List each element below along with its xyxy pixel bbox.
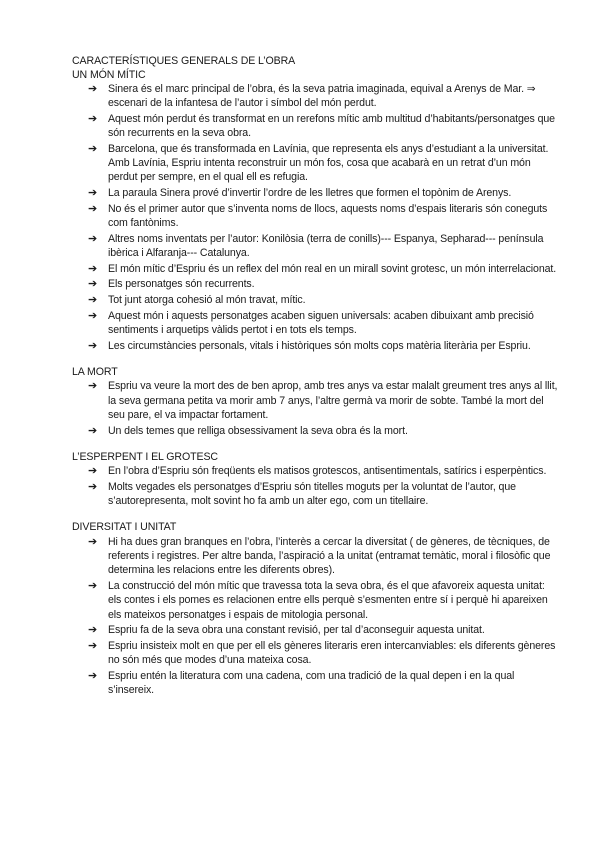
arrow-right-icon: ➔: [88, 424, 98, 437]
arrow-right-icon: ➔: [88, 262, 98, 275]
list-item: ➔ Barcelona, que és transformada en Lavínia, que representa els anys d’estudiant a la universitat. Amb Lavínia, Espriu intenta reconstruir un món fos, cosa que acabarà en un retrat d’un món perdut per sempre, en el qual ell es refugia.: [88, 143, 549, 184]
list-item: ➔ Aquest món perdut és transformat en un rerefons mític amb multitud d’habitants/personatges que són recurrents en la seva obra.: [88, 113, 555, 140]
section-un-mon-mitic: [72, 69, 560, 353]
list-item: ➔ El món mític d’Espriu és un reflex del món real en un mirall sovint grotesc, un món interrelacionat.: [88, 262, 557, 275]
section-diversitat-unitat: [72, 521, 560, 697]
bullet-list: [72, 82, 560, 353]
list-item: ➔ Sinera és el marc principal de l’obra, és la seva patria imaginada, equival a Arenys de Mar. ⇒ escenari de la infantesa de l’autor i símbol del món perdut.: [88, 83, 536, 110]
section-esperpent-grotesc: [72, 451, 560, 509]
document-title: CARACTERÍSTIQUES GENERALS DE L’OBRA: [72, 55, 296, 67]
list-item: ➔ Altres noms inventats per l’autor: Konilòsia (terra de conills)--- Espanya, Sepharad--- península ibèrica i Alfaranja--- Catalunya.: [88, 232, 544, 259]
section-la-mort: [72, 366, 560, 438]
arrow-right-icon: ➔: [88, 339, 98, 352]
arrow-right-icon: ➔: [88, 83, 98, 96]
list-item: ➔ Les circumstàncies personals, vitals i històriques són molts cops matèria literària per Espriu.: [88, 339, 531, 352]
list-item: ➔ En l’obra d’Espriu són freqüents els matisos grotescos, antisentimentals, satírics i esperpèntics.: [88, 465, 547, 478]
list-item: ➔ Espriu fa de la seva obra una constant revisió, per tal d’aconseguir aquesta unitat.: [88, 624, 485, 637]
arrow-right-icon: ➔: [88, 143, 98, 155]
list-item: ➔ Espriu va veure la mort des de ben aprop, amb tres anys va estar malalt greument tres anys al llit, la seva germana petita va morir amb 7 anys, l’altre germà va morir de sobte. També la mort del seu pare, el va impactar fortament.: [88, 380, 558, 421]
arrow-right-icon: ➔: [88, 669, 98, 682]
section-heading: UN MÓN MÍTIC: [72, 68, 146, 81]
arrow-right-icon: ➔: [88, 294, 98, 307]
list-item: ➔ Els personatges són recurrents.: [88, 278, 255, 291]
list-item: ➔ Molts vegades els personatges d’Espriu són titelles moguts per la voluntat de l’autor, que s’autorepresenta, molt sovint ho fa amb un alter ego, com un titellaire.: [88, 481, 516, 508]
list-item: ➔ No és el primer autor que s’inventa noms de llocs, aquests noms d’espais literaris són coneguts com fantònims.: [88, 202, 548, 230]
arrow-right-icon: ➔: [88, 278, 98, 291]
bullet-list: [72, 379, 560, 437]
section-heading: L’ESPERPENT I EL GROTESC: [72, 450, 218, 463]
list-item: ➔ La paraula Sinera prové d’invertir l’ordre de les lletres que formen el topònim de Arenys.: [88, 187, 512, 200]
arrow-right-icon: ➔: [88, 202, 98, 215]
arrow-right-icon: ➔: [88, 580, 98, 593]
bullet-list: [72, 464, 560, 508]
section-heading: LA MORT: [72, 365, 118, 378]
list-item: ➔ La construcció del món mític que travessa tota la seva obra, és el que afavoreix aquesta unitat: els contes i els pomes es relacionen entre ells perquè s’esmenten entre sí i perquè hi apareixen els mateixos personatges i espais de mitologia personal.: [88, 580, 548, 621]
list-item: ➔ Tot junt atorga cohesió al món travat, mític.: [88, 294, 306, 307]
arrow-right-icon: ➔: [88, 624, 98, 637]
list-item: ➔ Espriu entén la literatura com una cadena, com una tradició de la qual depen i en la qual s’insereix.: [88, 669, 515, 697]
list-item: ➔ Espriu insisteix molt en que per ell els gèneres literaris eren intercanviables: els diferents gèneres no són més que modes d’una mateixa cosa.: [88, 639, 556, 667]
section-heading: DIVERSITAT I UNITAT: [72, 521, 177, 534]
arrow-right-icon: ➔: [88, 639, 98, 652]
bullet-list: [72, 535, 560, 697]
list-item: ➔ Aquest món i aquests personatges acaben siguen universals: acaben dibuixant amb precisió sentiments i arquetips vàlids pertot i en tots els temps.: [88, 309, 534, 336]
arrow-right-icon: ➔: [88, 309, 98, 322]
list-item: ➔ Hi ha dues gran branques en l’obra, l’interès a cercar la diversitat ( de gèneres, de tècniques, de referents i registres. Per altre banda, l’aspiració a la unitat (entramat temàtic, moral i filosòfic que determina les relacions entre les diferents obres).: [88, 536, 551, 577]
arrow-right-icon: ➔: [88, 481, 98, 494]
arrow-right-icon: ➔: [88, 380, 98, 393]
arrow-right-icon: ➔: [88, 536, 98, 549]
arrow-right-icon: ➔: [88, 232, 98, 245]
arrow-right-icon: ➔: [88, 465, 98, 478]
arrow-right-icon: ➔: [88, 113, 98, 126]
list-item: ➔ Un dels temes que relliga obsessivament la seva obra és la mort.: [88, 424, 408, 437]
arrow-right-icon: ➔: [88, 187, 98, 200]
